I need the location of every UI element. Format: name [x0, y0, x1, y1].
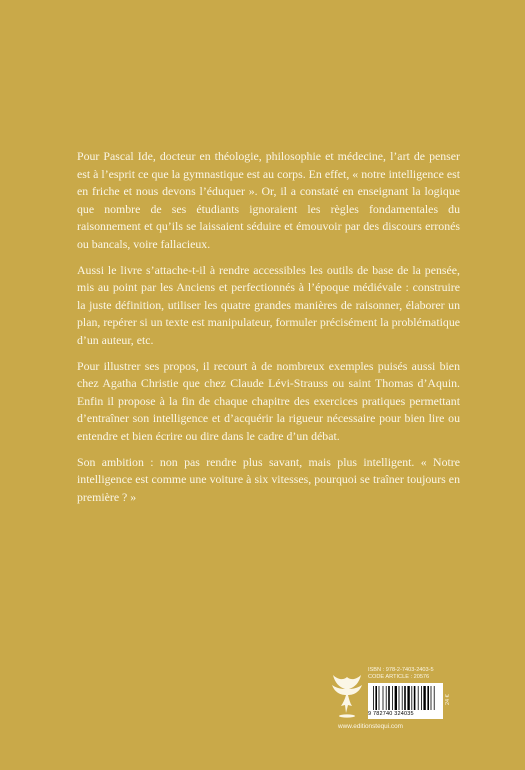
blurb-paragraph-1: Pour Pascal Ide, docteur en théologie, philosophie et médecine, l’art de penser est à l’esprit ce que la gymnastique est au corps. En effet, « notre intelligence est en friche et nous devons l’éduquer ». Or, il a constaté en enseignant la logique que nombre de ses étudiants ignoraient les règles fondamentales du raisonnement et qu’ils se laissaient séduire et émouvoir par des discours erronés ou bancals, voire fallacieux.: [77, 149, 460, 251]
isbn-block: [368, 667, 434, 681]
price-label: 24 €: [445, 694, 451, 705]
blurb-paragraph-3: Pour illustrer ses propos, il recourt à de nombreux exemples puisés aussi bien chez Agatha Christie que chez Claude Lévi-Strauss ou saint Thomas d’Aquin. Enfin il propose à la fin de chaque chapitre des exercices pratiques permettant d’entraîner son intelligence et d’acquérir la rigueur nécessaire pour bien lire ou entendre et bien écrire ou dire dans le cadre d’un débat.: [77, 358, 460, 443]
publisher-footer: [328, 667, 456, 741]
blurb-paragraph-4: Son ambition : non pas rendre plus savant, mais plus intelligent. « Notre intelligence est comme une voiture à six vitesses, pourquoi se traîner toujours en première ? »: [77, 454, 460, 504]
code-article-text: CODE ARTICLE : 20576: [368, 674, 430, 680]
back-cover-blurb: [77, 148, 460, 506]
barcode-number: 9 782740 324035: [368, 711, 414, 717]
phoenix-logo-icon: [331, 673, 363, 721]
blurb-paragraph-2: Aussi le livre s’attache-t-il à rendre accessibles les outils de base de la pensée, mis au point par les Anciens et perfectionnés à l’époque médiévale : construire la juste définition, utiliser les quatre grandes manières de raisonner, élaborer un plan, repérer si un texte est manipulateur, formuler précisément la problématique d’un auteur, etc.: [77, 262, 460, 347]
barcode: [368, 683, 443, 719]
website-url: www.editionstequi.com: [338, 723, 404, 730]
barcode-bars: [368, 683, 443, 711]
isbn-text: ISBN : 978-2-7403-2403-5: [368, 667, 434, 673]
